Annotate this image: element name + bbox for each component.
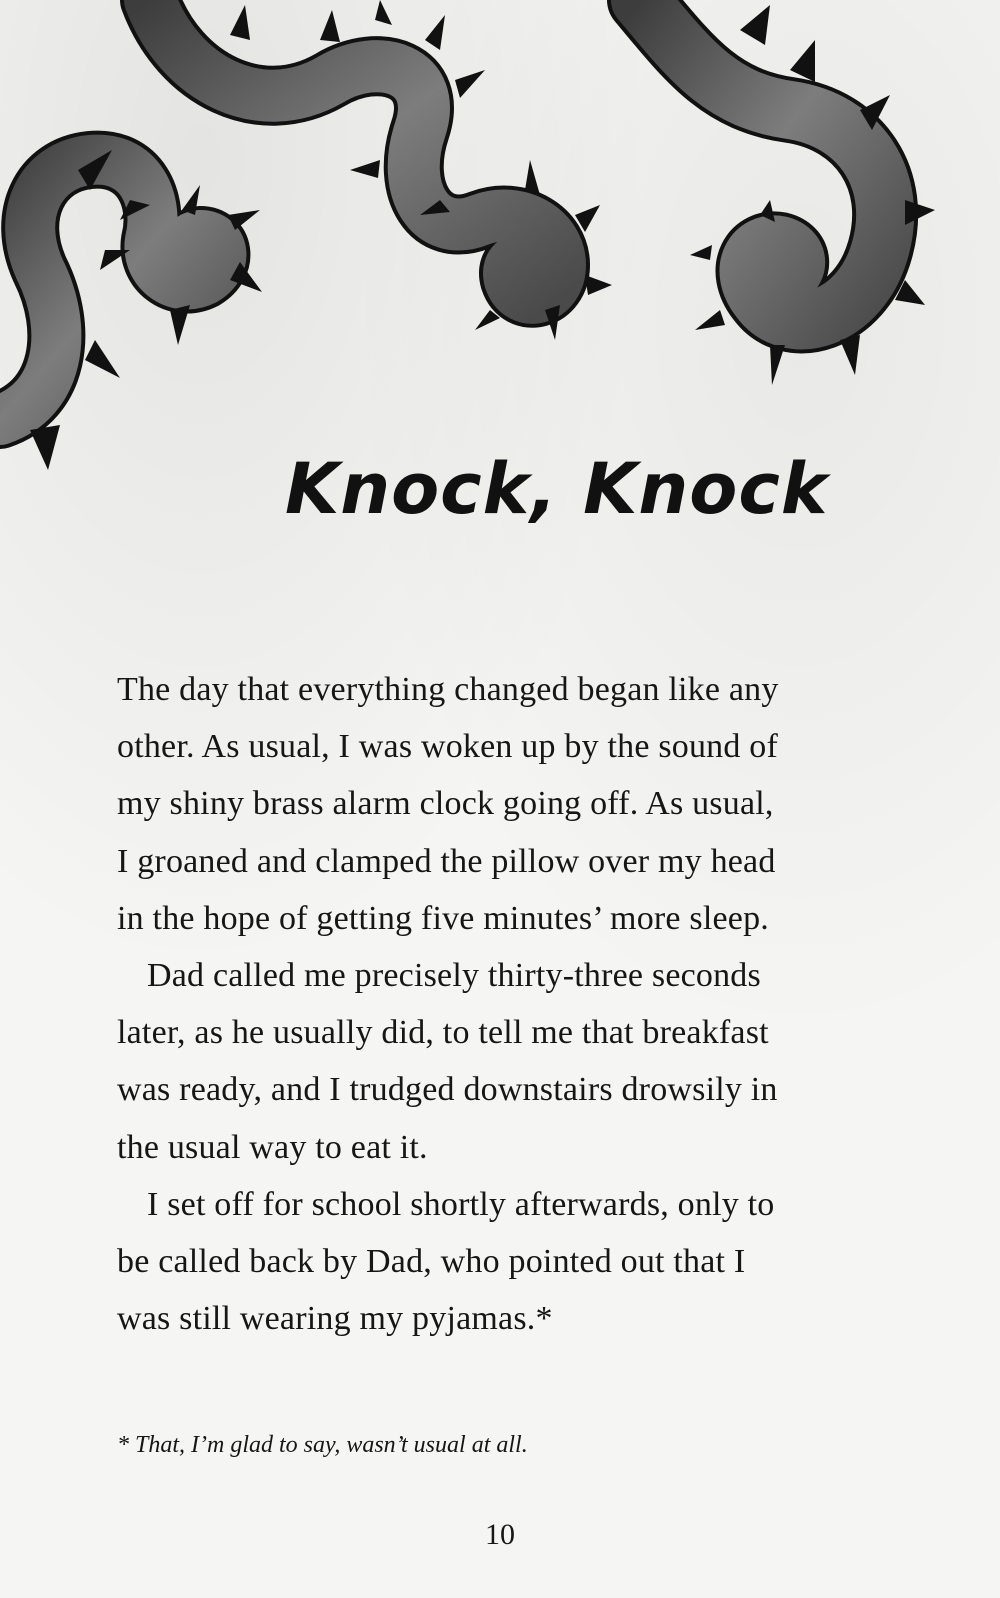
paragraph-2 [117, 947, 897, 1176]
paragraph-1 [117, 661, 897, 947]
text-line: later, as he usually did, to tell me that breakfast [117, 1014, 769, 1052]
text-line: in the hope of getting five minutes’ more sleep. [117, 899, 769, 937]
text-line: I set off for school shortly afterwards, only to [147, 1185, 775, 1223]
text-line: my shiny brass alarm clock going off. As usual, [117, 785, 774, 823]
text-line: The day that everything changed began like any [117, 671, 779, 708]
chapter-title: Knock, Knock [285, 448, 829, 530]
paragraph-3 [117, 1176, 897, 1348]
right-tentacle [640, 0, 935, 385]
text-line: be called back by Dad, who pointed out that I [117, 1243, 746, 1281]
chapter-body [117, 661, 897, 1347]
text-line: other. As usual, I was woken up by the sound of [117, 728, 778, 766]
thorny-tentacles-icon [0, 0, 1000, 470]
footnote: * That, I’m glad to say, wasn’t usual at all. [117, 1432, 528, 1458]
page-number: 10 [485, 1518, 515, 1551]
text-line: was ready, and I trudged downstairs drowsily in [117, 1071, 778, 1109]
text-line: the usual way to eat it. [117, 1128, 428, 1166]
text-line: Dad called me precisely thirty-three seconds [147, 957, 761, 995]
left-tentacle [0, 150, 262, 470]
text-line: I groaned and clamped the pillow over my head [117, 842, 776, 880]
text-line: was still wearing my pyjamas.* [117, 1300, 553, 1338]
